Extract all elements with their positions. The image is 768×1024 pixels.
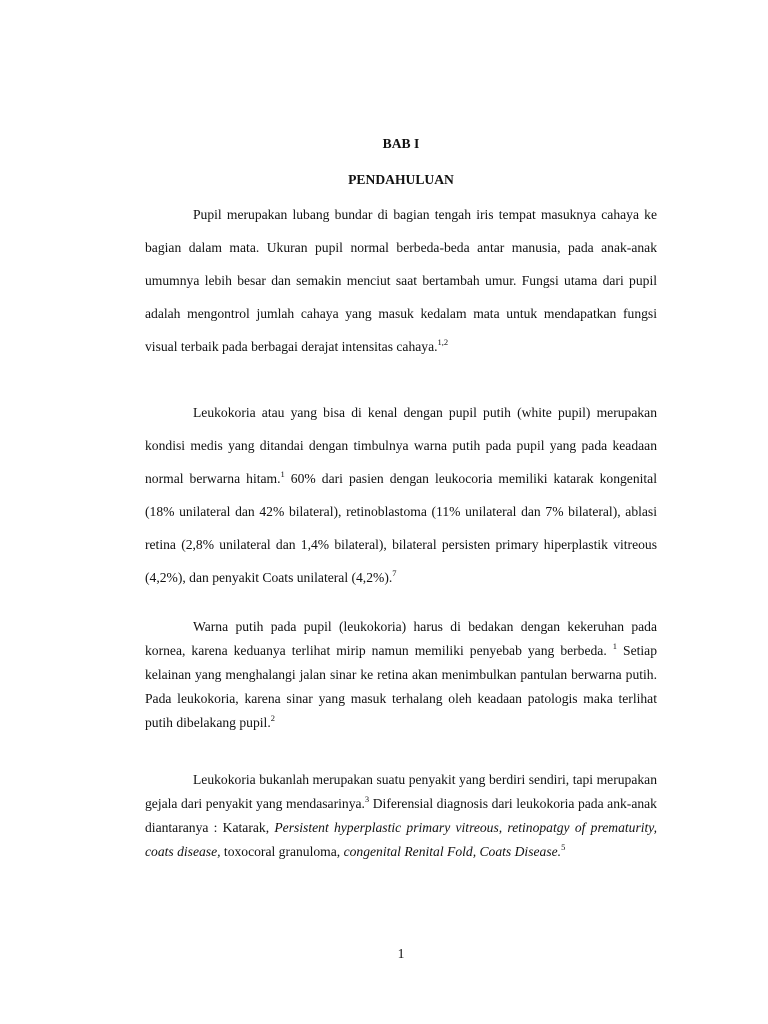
page-number: 1 <box>397 946 405 961</box>
paragraph-text: Leukokoria bukanlah merupakan suatu penyakit yang berdiri sendiri, tapi merupakan gejala dari penyakit yang mendasarinya. <box>145 772 657 811</box>
paragraph-text: Diferensial diagnosis dari leukokoria pada ank-anak diantaranya : Katarak, <box>145 796 657 835</box>
citation: 2 <box>270 713 275 723</box>
paragraph-warna-putih <box>145 615 657 735</box>
paragraph-leukokoria <box>145 396 657 594</box>
citation: 3 <box>364 794 370 804</box>
paragraph-text: Pupil merupakan lubang bundar di bagian tengah iris tempat masuknya cahaya ke bagian dalam mata. Ukuran pupil normal berbeda-beda antar manusia, pada anak-anak umumnya lebih besar dan semakin menciut saat bertambah umur. Fungsi utama dari pupil adalah mengontrol jumlah cahaya yang masuk kedalam mata untuk mendapatkan fungsi visual terbaik pada berbagai derajat intensitas cahaya. <box>145 207 657 354</box>
paragraph-text: 60% dari pasien dengan leukocoria memiliki katarak kongenital (18% unilateral dan 42% bilateral), retinoblastoma (11% unilateral dan 7% bilateral), ablasi retina (2,8% unilateral dan 1,4% bilateral), bilateral persisten primary hiperplastik vitreous (4,2%), dan penyakit Coats unilateral (4,2%). <box>145 471 657 585</box>
citation: 5 <box>561 842 566 852</box>
italic-terms: Persistent hyperplastic primary vitreous, retinopatgy of prematurity, coats disease, <box>145 820 657 859</box>
paragraph-diagnosis <box>145 768 657 864</box>
paragraph-pupil <box>145 198 657 363</box>
citation: 1,2 <box>437 337 449 347</box>
paragraph-text: Setiap kelainan yang menghalangi jalan sinar ke retina akan menimbulkan pantulan berwarna putih. Pada leukokoria, karena sinar yang masuk terhalang oleh keadaan patologis maka terlihat putih dibelakang pupil. <box>145 643 657 730</box>
citation: 1 <box>612 641 617 651</box>
citation: 7 <box>392 568 397 578</box>
chapter-heading: BAB I <box>382 136 420 151</box>
paragraph-text: toxocoral granuloma, <box>220 844 344 859</box>
paragraph-text: Warna putih pada pupil (leukokoria) harus di bedakan dengan kekeruhan pada kornea, karena keduanya terlihat mirip namun memiliki penyebab yang berbeda. <box>145 619 657 658</box>
italic-terms: congenital Renital Fold, Coats Disease. <box>343 844 562 859</box>
paragraph-text: Leukokoria atau yang bisa di kenal dengan pupil putih (white pupil) merupakan kondisi medis yang ditandai dengan timbulnya warna putih pada pupil yang pada keadaan normal berwarna hitam. <box>145 405 657 486</box>
chapter-title: PENDAHULUAN <box>348 172 454 187</box>
citation: 1 <box>280 469 285 479</box>
